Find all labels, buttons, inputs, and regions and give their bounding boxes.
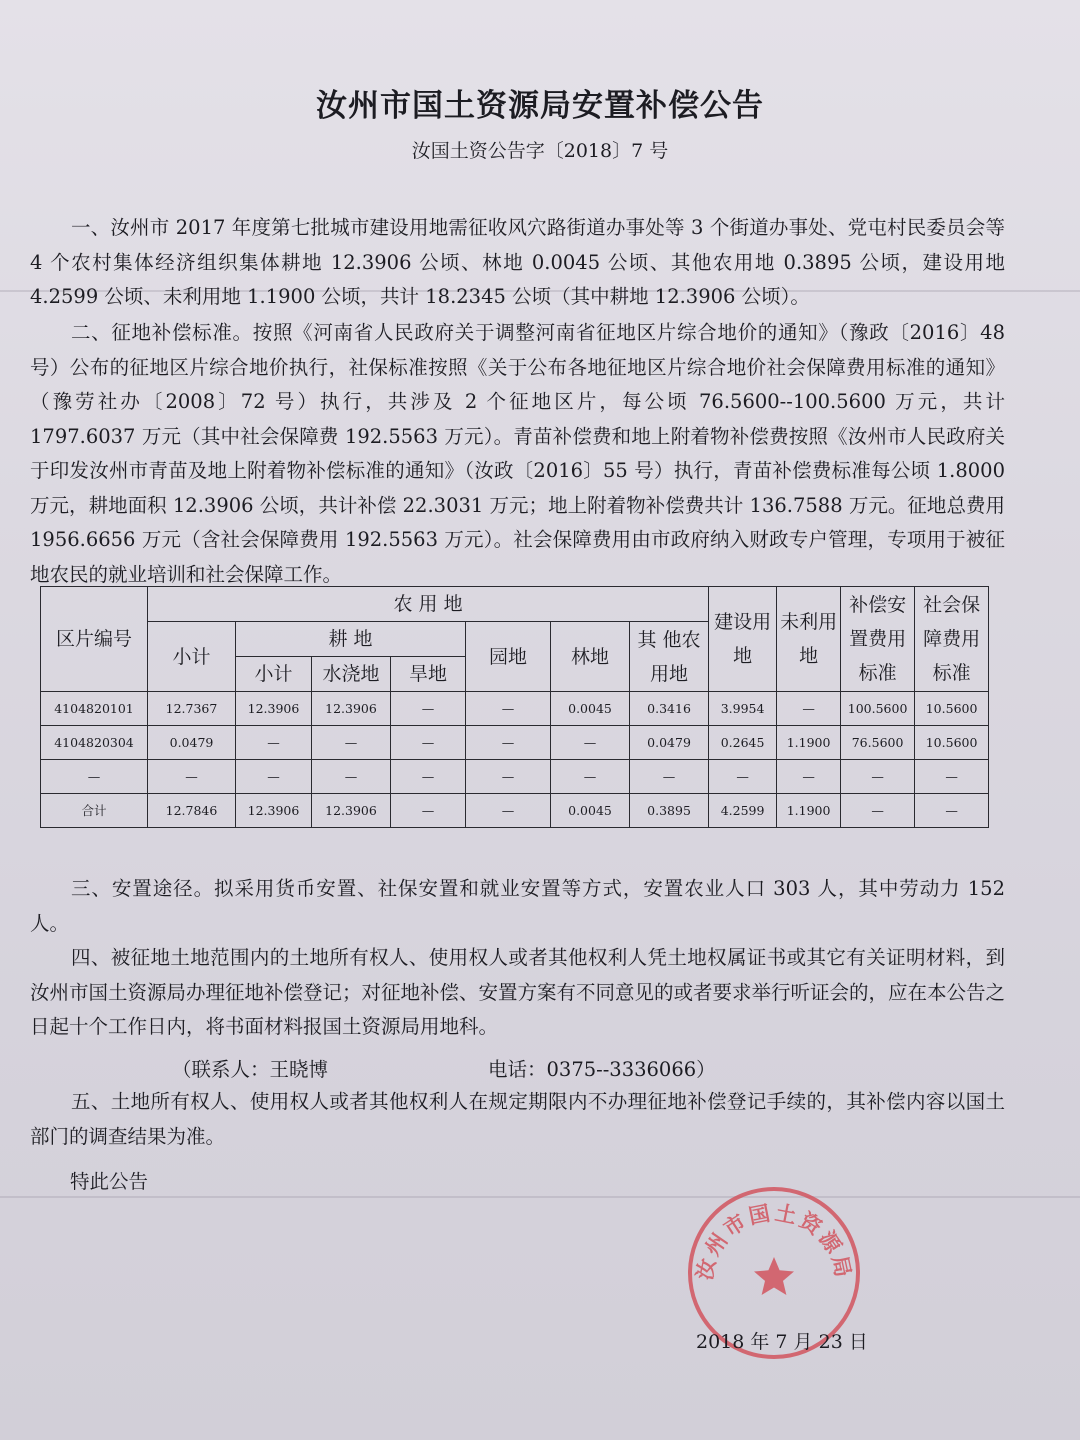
cell-comp-std: 100.5600: [841, 692, 915, 726]
cell-other-farm: 0.3895: [630, 794, 709, 828]
cell-dry: —: [391, 760, 466, 794]
cell-social-std: 10.5600: [915, 726, 989, 760]
cell-forest: 0.0045: [551, 794, 630, 828]
cell-comp-std: —: [841, 760, 915, 794]
paragraph-2: 二、征地补偿标准。按照《河南省人民政府关于调整河南省征地区片综合地价的通知》（豫政〔2016〕48 号）公布的征地区片综合地价执行，社保标准按照《关于公布各地征地区片综合地价社会保障费用标准的通知》（豫劳社办〔2008〕72 号）执行，共涉及 2 个征地区片，每公顷 76.5600--100.5600 万元，共计 1797.6037 万元（其中社会保障费 192.5563 万元）。青苗补偿费和地上附着物补偿费按照《汝州市人民政府关于印发汝州市青苗及地上附着物补偿标准的通知》（汝政〔2016〕55 号）执行，青苗补偿费标准每公顷 1.8000 万元，耕地面积 12.3906 公顷，共计补偿 22.3031 万元；地上附着物补偿费共计 136.7588 万元。征地总费用 1956.6656 万元（含社会保障费用 192.5563 万元）。社会保障费用由市政府纳入财政专户管理，专项用于被征地农民的就业培训和社会保障工作。: [30, 321, 1005, 586]
cell-dry: —: [391, 692, 466, 726]
cell-dry: —: [391, 726, 466, 760]
cell-comp-std: —: [841, 794, 915, 828]
cell-cult-subtotal: 12.3906: [236, 692, 312, 726]
cell-unused: —: [777, 760, 841, 794]
cell-garden: —: [466, 760, 551, 794]
paragraph-3: 三、安置途径。拟采用货币安置、社保安置和就业安置等方式，安置农业人口 303 人，其中劳动力 152 人。: [30, 877, 1005, 935]
contact-person: （联系人：王晓博: [172, 1058, 329, 1081]
cell-social-std: 10.5600: [915, 692, 989, 726]
header-subtotal: 小计: [148, 622, 236, 692]
cell-unused: —: [777, 692, 841, 726]
paragraph-4: 四、被征地土地范围内的土地所有权人、使用权人或者其他权利人凭土地权属证书或其它有关证明材料，到汝州市国土资源局办理征地补偿登记；对征地补偿、安置方案有不同意见的或者要求举行听证会的，应在本公告之日起十个工作日内，将书面材料报国土资源局用地科。: [30, 946, 1006, 1038]
header-cult-subtotal: 小计: [236, 657, 312, 692]
cell-zone: 合计: [41, 794, 148, 828]
document-title: 汝州市国土资源局安置补偿公告: [316, 88, 764, 124]
cell-forest: —: [551, 726, 630, 760]
land-table: [40, 586, 989, 828]
cell-zone: —: [41, 760, 148, 794]
header-construction: 建设用地: [709, 587, 777, 692]
header-other-farm: 其 他农用地: [630, 622, 709, 692]
cell-forest: 0.0045: [551, 692, 630, 726]
cell-zone: 4104820304: [41, 726, 148, 760]
seal-star-icon: [754, 1257, 794, 1295]
closing-statement: 特此公告: [70, 1170, 149, 1193]
cell-social-std: —: [915, 794, 989, 828]
header-social-std: 社会保障费用标准: [915, 587, 989, 692]
table-row: [41, 726, 989, 760]
header-zone: 区片编号: [41, 587, 148, 692]
paper-fold-line: [0, 1196, 1080, 1198]
header-comp-std: 补偿安置费用标准: [841, 587, 915, 692]
cell-other-farm: —: [630, 760, 709, 794]
header-cultivated: 耕 地: [236, 622, 466, 657]
cell-other-farm: 0.0479: [630, 726, 709, 760]
cell-other-farm: 0.3416: [630, 692, 709, 726]
table-row: [41, 692, 989, 726]
header-farmland: 农 用 地: [148, 587, 709, 622]
cell-dry: —: [391, 794, 466, 828]
header-unused: 未利用地: [777, 587, 841, 692]
cell-subtotal: 0.0479: [148, 726, 236, 760]
cell-subtotal: 12.7846: [148, 794, 236, 828]
cell-irrigated: —: [312, 760, 391, 794]
header-garden: 园地: [466, 622, 551, 692]
cell-irrigated: 12.3906: [312, 692, 391, 726]
cell-subtotal: 12.7367: [148, 692, 236, 726]
table-total-row: [41, 794, 989, 828]
cell-unused: 1.1900: [777, 726, 841, 760]
cell-construction: 4.2599: [709, 794, 777, 828]
header-dry: 旱地: [391, 657, 466, 692]
cell-construction: —: [709, 760, 777, 794]
paragraph-1: 一、汝州市 2017 年度第七批城市建设用地需征收风穴路街道办事处等 3 个街道办事处、党屯村民委员会等 4 个农村集体经济组织集体耕地 12.3906 公顷、林地 0.0045 公顷、其他农用地 0.3895 公顷，建设用地 4.2599 公顷、未利用地 1.1900 公顷，共计 18.2345 公顷（其中耕地 12.3906 公顷）。: [30, 216, 1005, 308]
seal-text: 汝州市国土资源局: [692, 1200, 856, 1283]
cell-garden: —: [466, 794, 551, 828]
cell-irrigated: —: [312, 726, 391, 760]
cell-unused: 1.1900: [777, 794, 841, 828]
header-forest: 林地: [551, 622, 630, 692]
cell-construction: 3.9954: [709, 692, 777, 726]
document-date: 2018 年 7 月 23 日: [696, 1331, 868, 1353]
cell-garden: —: [466, 692, 551, 726]
table-row: [41, 760, 989, 794]
cell-cult-subtotal: —: [236, 760, 312, 794]
paragraph-5: 五、土地所有权人、使用权人或者其他权利人在规定期限内不办理征地补偿登记手续的，其补偿内容以国土部门的调查结果为准。: [30, 1090, 1005, 1148]
cell-irrigated: 12.3906: [312, 794, 391, 828]
cell-subtotal: —: [148, 760, 236, 794]
cell-cult-subtotal: —: [236, 726, 312, 760]
cell-forest: —: [551, 760, 630, 794]
cell-comp-std: 76.5600: [841, 726, 915, 760]
cell-construction: 0.2645: [709, 726, 777, 760]
header-irrigated: 水浇地: [312, 657, 391, 692]
cell-zone: 4104820101: [41, 692, 148, 726]
cell-garden: —: [466, 726, 551, 760]
contact-phone: 电话：0375--3336066）: [488, 1058, 716, 1081]
cell-social-std: —: [915, 760, 989, 794]
cell-cult-subtotal: 12.3906: [236, 794, 312, 828]
document-number: 汝国土资公告字〔2018〕7 号: [411, 140, 669, 162]
